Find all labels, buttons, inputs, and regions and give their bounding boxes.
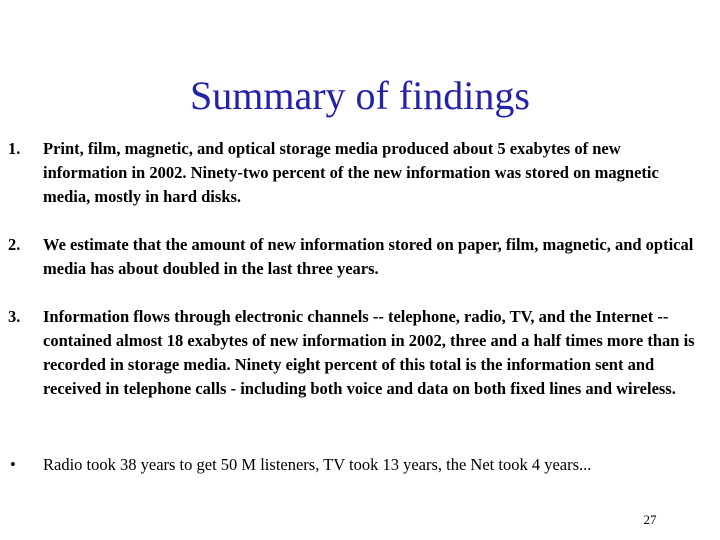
item-text: Print, film, magnetic, and optical storage media produced about 5 exabytes of new information in 2002. Ninety-two percent of the new information was stored on magnetic media, mostly in hard disks. [43,139,659,206]
item-number: 2. [8,235,21,254]
finding-item-3 [8,305,708,401]
bullet-icon: • [10,455,16,474]
finding-item-2 [8,233,708,281]
item-text: Information flows through electronic channels -- telephone, radio, TV, and the Internet -- contained almost 18 exabytes of new information in 2002, three and a half times more than is recorded in storage media. Ninety eight percent of this total is the information sent and received in telephone calls - including both voice and data on both fixed lines and wireless. [43,307,695,398]
finding-item-1 [8,137,708,209]
item-text: We estimate that the amount of new information stored on paper, film, magnetic, and optical media has about doubled in the last three years. [43,235,694,278]
slide-title: Summary of findings [190,73,530,118]
page-number: 27 [643,512,657,527]
item-text: Radio took 38 years to get 50 M listeners, TV took 13 years, the Net took 4 years... [43,455,592,474]
bullet-item [8,453,708,477]
item-number: 1. [8,139,21,158]
item-number: 3. [8,307,21,326]
